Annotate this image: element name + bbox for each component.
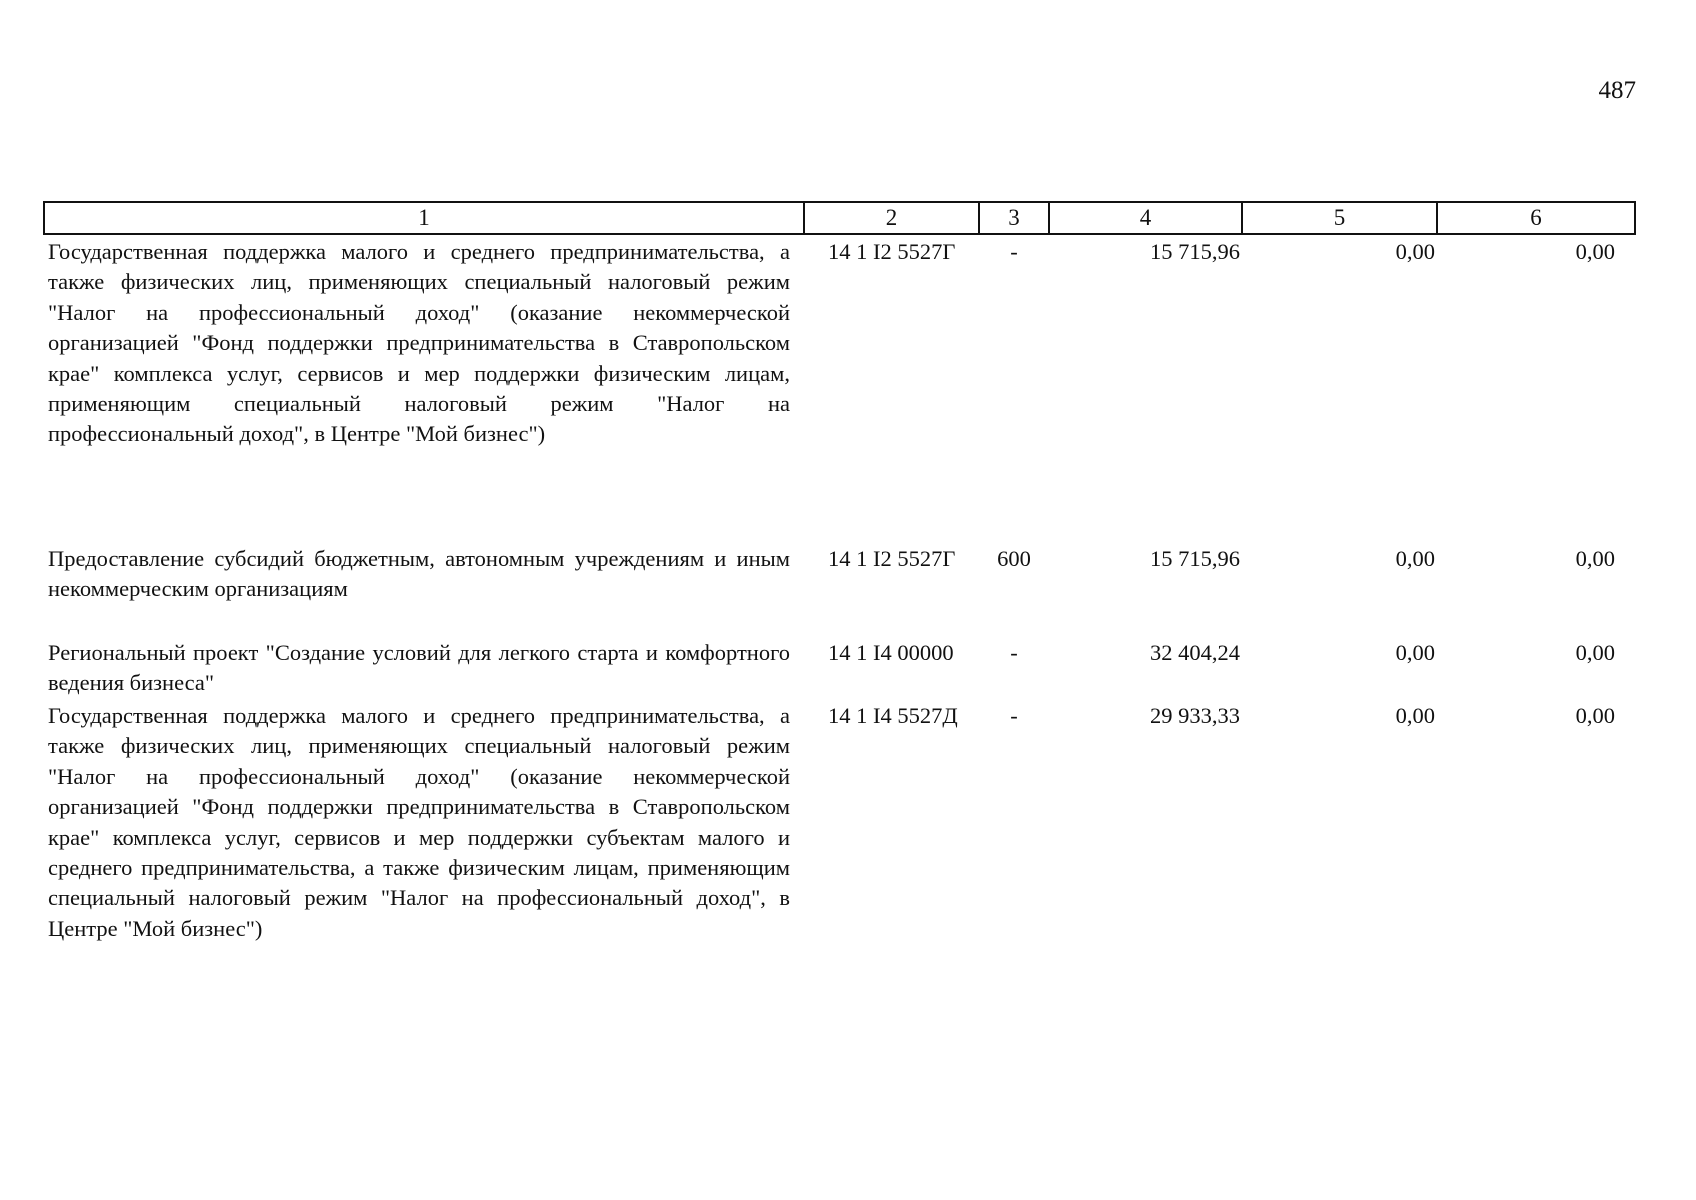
row-expense-type: 600: [997, 546, 1031, 571]
page-number: 487: [1598, 77, 1636, 104]
row-code: 14 1 I2 5527Г: [828, 239, 956, 264]
row-amount-col6: 0,00: [1575, 703, 1615, 728]
row-amount-col5: 0,00: [1395, 703, 1435, 728]
row-expense-type: -: [1010, 239, 1018, 264]
column-header-4: 4: [1049, 202, 1242, 234]
table-row: [44, 234, 1635, 542]
row-amount-col6: 0,00: [1575, 546, 1615, 571]
row-amount-col5: 0,00: [1395, 546, 1435, 571]
table-header-row: [44, 202, 1635, 234]
row-amount-col4: 15 715,96: [1150, 546, 1240, 571]
row-code: 14 1 I4 00000: [828, 640, 954, 665]
table-row: [44, 699, 1635, 961]
row-amount-col5: 0,00: [1395, 640, 1435, 665]
row-amount-col4: 15 715,96: [1150, 239, 1240, 264]
row-amount-col4: 32 404,24: [1150, 640, 1240, 665]
row-expense-type: -: [1010, 703, 1018, 728]
column-header-3: 3: [979, 202, 1049, 234]
row-amount-col6: 0,00: [1575, 239, 1615, 264]
row-amount-col6: 0,00: [1575, 640, 1615, 665]
row-description: Предоставление субсидий бюджетным, автономным учреждениям и иным некоммерческим организациям: [48, 546, 790, 602]
column-header-1: 1: [44, 202, 804, 234]
column-header-2: 2: [804, 202, 979, 234]
row-amount-col5: 0,00: [1395, 239, 1435, 264]
row-code: 14 1 I4 5527Д: [828, 703, 958, 728]
row-code: 14 1 I2 5527Г: [828, 546, 956, 571]
row-description: Государственная поддержка малого и среднего предпринимательства, а также физических лиц, применяющих специальный налоговый режим "Налог на профессиональный доход" (оказание некоммерческой организацией "Фонд поддержки предпринимательства в Ставропольском крае" комплекса услуг, сервисов и мер поддержки субъектам малого и среднего предпринимательства, а также физическим лицам, применяющим специальный налоговый режим "Налог на профессиональный доход", в Центре "Мой бизнес"): [48, 703, 790, 941]
row-description: Государственная поддержка малого и среднего предпринимательства, а также физических лиц, применяющих специальный налоговый режим "Налог на профессиональный доход" (оказание некоммерческой организацией "Фонд поддержки предпринимательства в Ставропольском крае" комплекса услуг, сервисов и мер поддержки физическим лицам, применяющим специальный налоговый режим "Налог на профессиональный доход", в Центре "Мой бизнес"): [48, 239, 790, 447]
row-description: Региональный проект "Создание условий для легкого старта и комфортного ведения бизнеса": [48, 640, 790, 696]
row-expense-type: -: [1010, 640, 1018, 665]
row-amount-col4: 29 933,33: [1150, 703, 1240, 728]
column-header-6: 6: [1437, 202, 1635, 234]
table-row: [44, 542, 1635, 636]
budget-table: [43, 201, 1636, 961]
column-header-5: 5: [1242, 202, 1437, 234]
table-row: [44, 636, 1635, 699]
